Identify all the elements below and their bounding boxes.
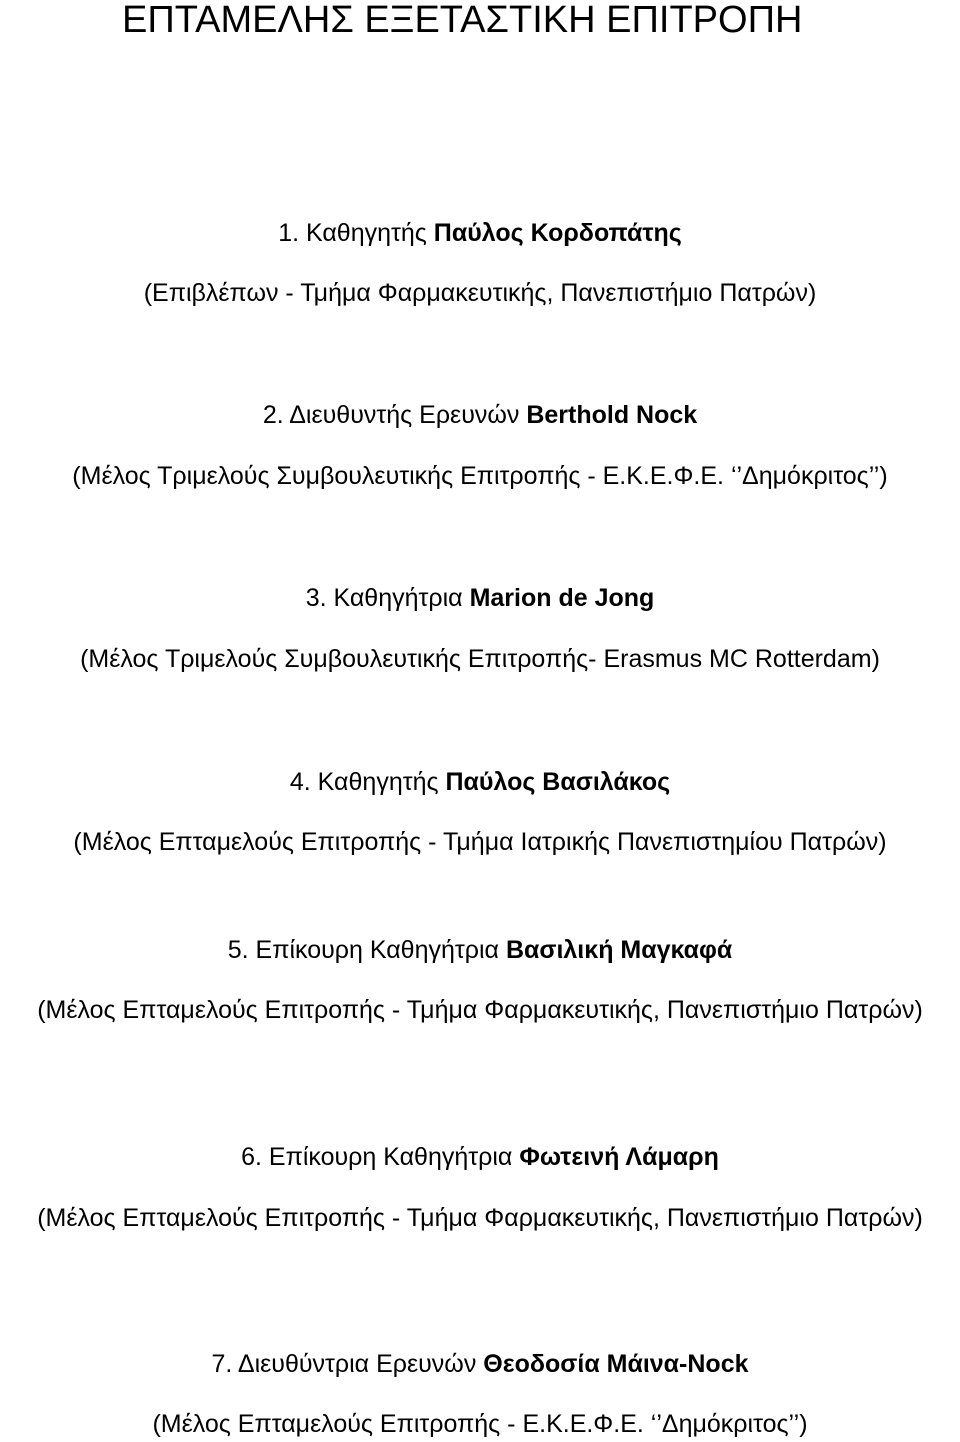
member-1-role: (Επιβλέπων - Τμήμα Φαρμακευτικής, Πανεπιστήμιο Πατρών) bbox=[143, 279, 817, 307]
member-2-position: 2. Διευθυντής Ερευνών bbox=[262, 401, 527, 429]
member-4-position: 4. Καθηγητής bbox=[289, 768, 446, 796]
member-7-role: (Μέλος Επταμελούς Επιτροπής - Ε.Κ.Ε.Φ.Ε. ‘’Δημόκριτος’’) bbox=[152, 1410, 808, 1438]
member-1-position: 1. Καθηγητής bbox=[278, 219, 434, 247]
member-6-heading bbox=[0, 1142, 960, 1172]
member-6-role: (Μέλος Επταμελούς Επιτροπής - Τμήμα Φαρμακευτικής, Πανεπιστήμιο Πατρών) bbox=[37, 1204, 923, 1232]
member-3-heading bbox=[0, 583, 960, 613]
member-5-heading bbox=[0, 935, 960, 965]
member-7-name: Θεοδοσία Μάινα-Nock bbox=[483, 1350, 749, 1378]
member-6-name: Φωτεινή Λάμαρη bbox=[519, 1143, 719, 1171]
member-3-name: Marion de Jong bbox=[469, 584, 655, 612]
member-3-position: 3. Καθηγήτρια bbox=[305, 584, 470, 612]
page-title: ΕΠΤΑΜΕΛΗΣ ΕΞΕΤΑΣΤΙΚΗ ΕΠΙΤΡΟΠΗ bbox=[122, 0, 803, 41]
member-4-heading bbox=[0, 767, 960, 797]
member-1-heading bbox=[0, 218, 960, 248]
member-5-role: (Μέλος Επταμελούς Επιτροπής - Τμήμα Φαρμακευτικής, Πανεπιστήμιο Πατρών) bbox=[37, 996, 923, 1024]
member-7-position: 7. Διευθύντρια Ερευνών bbox=[211, 1350, 484, 1378]
member-6-position: 6. Επίκουρη Καθηγήτρια bbox=[241, 1143, 520, 1171]
member-4-name: Παύλος Βασιλάκος bbox=[445, 768, 671, 796]
member-1-name: Παύλος Κορδοπάτης bbox=[433, 219, 682, 247]
member-7-heading bbox=[0, 1349, 960, 1379]
member-2-role: (Μέλος Τριμελούς Συμβουλευτικής Επιτροπής - Ε.Κ.Ε.Φ.Ε. ‘’Δημόκριτος’’) bbox=[72, 462, 888, 490]
member-3-role: (Μέλος Τριμελούς Συμβουλευτικής Επιτροπής- Erasmus MC Rotterdam) bbox=[80, 645, 880, 673]
member-4-role: (Μέλος Επταμελούς Επιτροπής - Τμήμα Ιατρικής Πανεπιστημίου Πατρών) bbox=[73, 828, 887, 856]
member-5-name: Βασιλική Μαγκαφά bbox=[505, 936, 733, 964]
member-5-position: 5. Επίκουρη Καθηγήτρια bbox=[227, 936, 506, 964]
member-2-name: Berthold Nock bbox=[526, 401, 698, 429]
member-2-heading bbox=[0, 400, 960, 430]
